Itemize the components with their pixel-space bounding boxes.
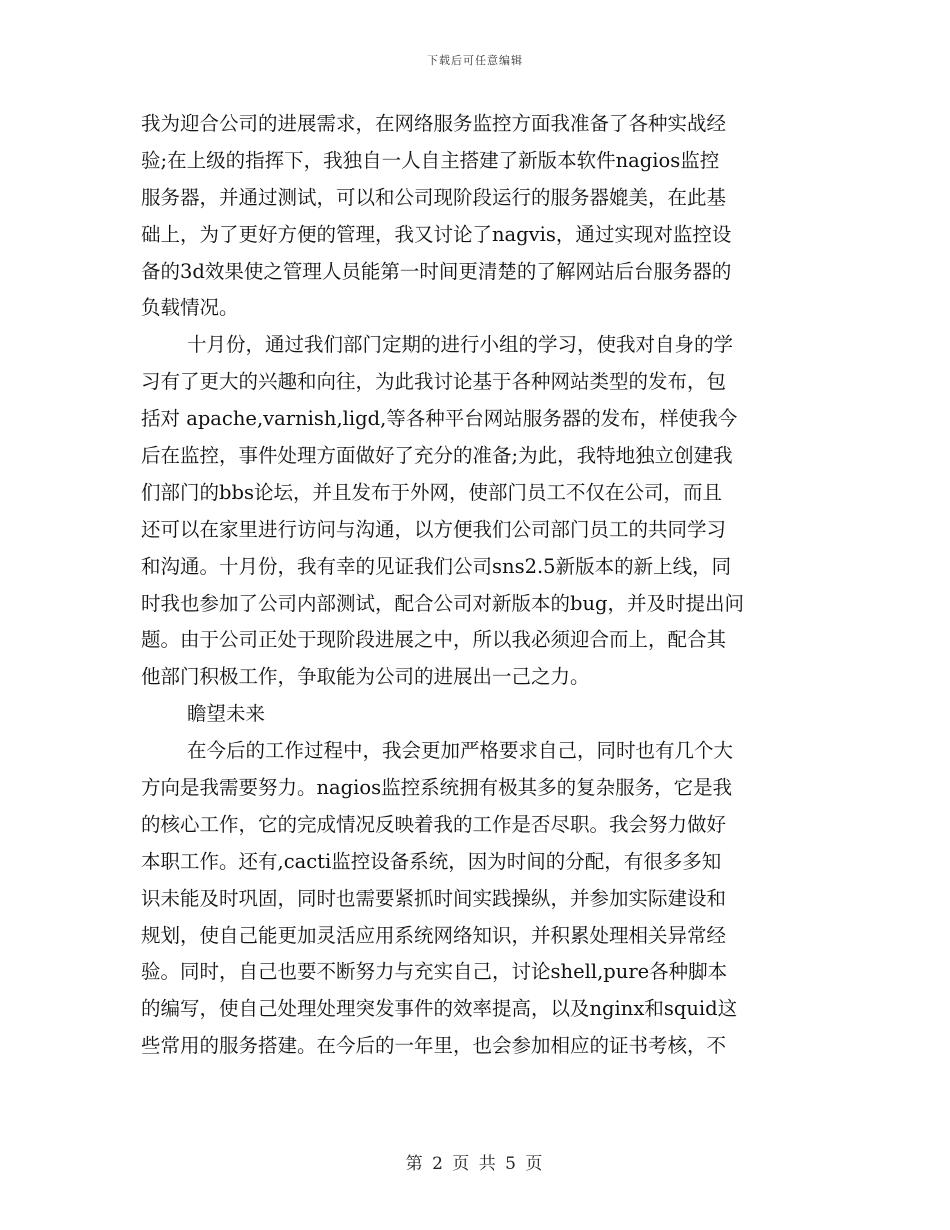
text-line: 识未能及时巩固，同时也需要紧抓时间实践操纵，并参加实际建设和 [141,886,727,910]
page-header: 下载后可任意编辑 [427,54,523,67]
text-line: 他部门积极工作，争取能为公司的进展出一己之力。 [141,665,590,689]
text-line: 负载情况。 [141,296,239,320]
text-line: 习有了更大的兴趣和向往，为此我讨论基于各种网站类型的发布，包 [141,370,727,394]
text-line: 验;在上级的指挥下，我独自一人自主搭建了新版本软件nagios监控 [141,148,720,172]
text-line: 还可以在家里进行访问与沟通，以方便我们公司部门员工的共同学习 [141,517,727,541]
text-line: 方向是我需要努力。nagios监控系统拥有极其多的复杂服务，它是我 [141,776,733,800]
text-line: 规划，使自己能更加灵活应用系统网络知识，并积累处理相关异常经 [141,923,727,947]
text-line: 本职工作。还有,cacti监控设备系统，因为时间的分配，有很多多知 [141,849,722,873]
text-line: 备的3d效果使之管理人员能第一时间更清楚的了解网站后台服务器的 [141,259,732,283]
text-line: 验。同时，自己也要不断努力与充实自己，讨论shell,pure各种脚本 [141,960,728,984]
text-line: 础上，为了更好方便的管理，我又讨论了nagvis，通过实现对监控设 [141,222,732,246]
text-line: 时我也参加了公司内部测试，配合公司对新版本的bug，并及时提出问 [141,591,745,615]
text-line: 后在监控，事件处理方面做好了充分的准备;为此，我特地独立创建我 [141,444,733,468]
document-body [141,106,811,1065]
text-line: 十月份，通过我们部门定期的进行小组的学习，使我对自身的学 [187,333,734,357]
text-line: 服务器，并通过测试，可以和公司现阶段运行的服务器媲美，在此基 [141,185,727,209]
text-line: 的编写，使自己处理处理突发事件的效率提高，以及nginx和squid这 [141,997,738,1021]
text-line: 我为迎合公司的进展需求，在网络服务监控方面我准备了各种实战经 [141,112,727,135]
page-number: 第 2 页 共 5 页 [405,1154,545,1174]
text-line: 们部门的bbs论坛，并且发布于外网，使部门员工不仅在公司，而且 [141,480,722,504]
text-line: 括对 apache,varnish,ligd,等各种平台网站服务器的发布，样使我今 [141,407,738,431]
text-line: 些常用的服务搭建。在今后的一年里，也会参加相应的证书考核，不 [141,1034,727,1058]
text-line: 和沟通。十月份，我有幸的见证我们公司sns2.5新版本的新上线，同 [141,554,732,578]
text-line: 在今后的工作过程中，我会更加严格要求自己，同时也有几个大 [187,739,734,763]
text-line: 题。由于公司正处于现阶段进展之中，所以我必须迎合而上，配合其 [141,628,727,652]
text-line: 瞻望未来 [187,702,266,726]
text-line: 的核心工作，它的完成情况反映着我的工作是否尽职。我会努力做好 [141,812,727,836]
